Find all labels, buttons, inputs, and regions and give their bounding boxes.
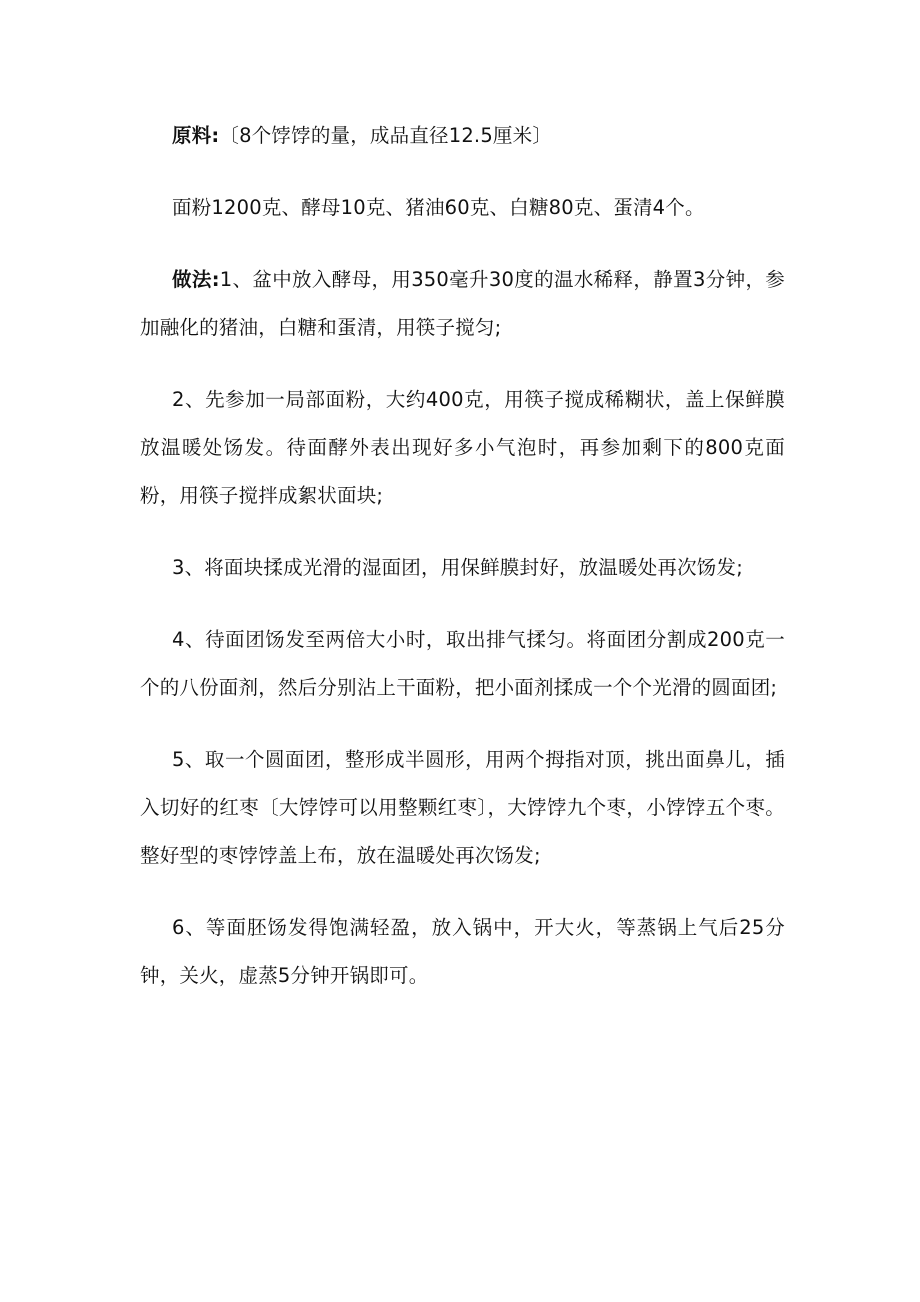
recipe-body [140, 112, 785, 1024]
method-label: 做法: [172, 268, 220, 291]
ingredients-list: 面粉1200克、酵母10克、猪油60克、白糖80克、蛋清4个。 [172, 196, 705, 219]
method-step-4: 4、待面团饧发至两倍大小时，取出排气揉匀。将面团分割成200克一个的八份面剂，然后分别沾上干面粉，把小面剂揉成一个个光滑的圆面团; [140, 628, 785, 699]
method-step-2: 2、先参加一局部面粉，大约400克，用筷子搅成稀糊状，盖上保鲜膜放温暖处饧发。待面酵外表出现好多小气泡时，再参加剩下的800克面粉，用筷子搅拌成絮状面块; [140, 388, 785, 507]
ingredients-heading [140, 112, 785, 160]
method-step-3: 3、将面块揉成光滑的湿面团，用保鲜膜封好，放温暖处再次饧发; [172, 556, 743, 579]
method-step-6: 6、等面胚饧发得饱满轻盈，放入锅中，开大火，等蒸锅上气后25分钟，关火，虚蒸5分钟开锅即可。 [140, 916, 785, 987]
method-step-5: 5、取一个圆面团，整形成半圆形，用两个拇指对顶，挑出面鼻儿，插入切好的红枣〔大饽饽可以用整颗红枣〕，大饽饽九个枣，小饽饽五个枣。整好型的枣饽饽盖上布，放在温暖处再次饧发; [140, 748, 785, 867]
ingredients-label: 原料: [172, 124, 220, 147]
method-step-1 [140, 256, 785, 352]
method-step-1-text: 1、盆中放入酵母，用350毫升30度的温水稀释，静置3分钟，参加融化的猪油，白糖和蛋清，用筷子搅匀; [140, 268, 785, 339]
ingredients-note: 〔8个饽饽的量，成品直径12.5厘米〕 [219, 124, 553, 147]
